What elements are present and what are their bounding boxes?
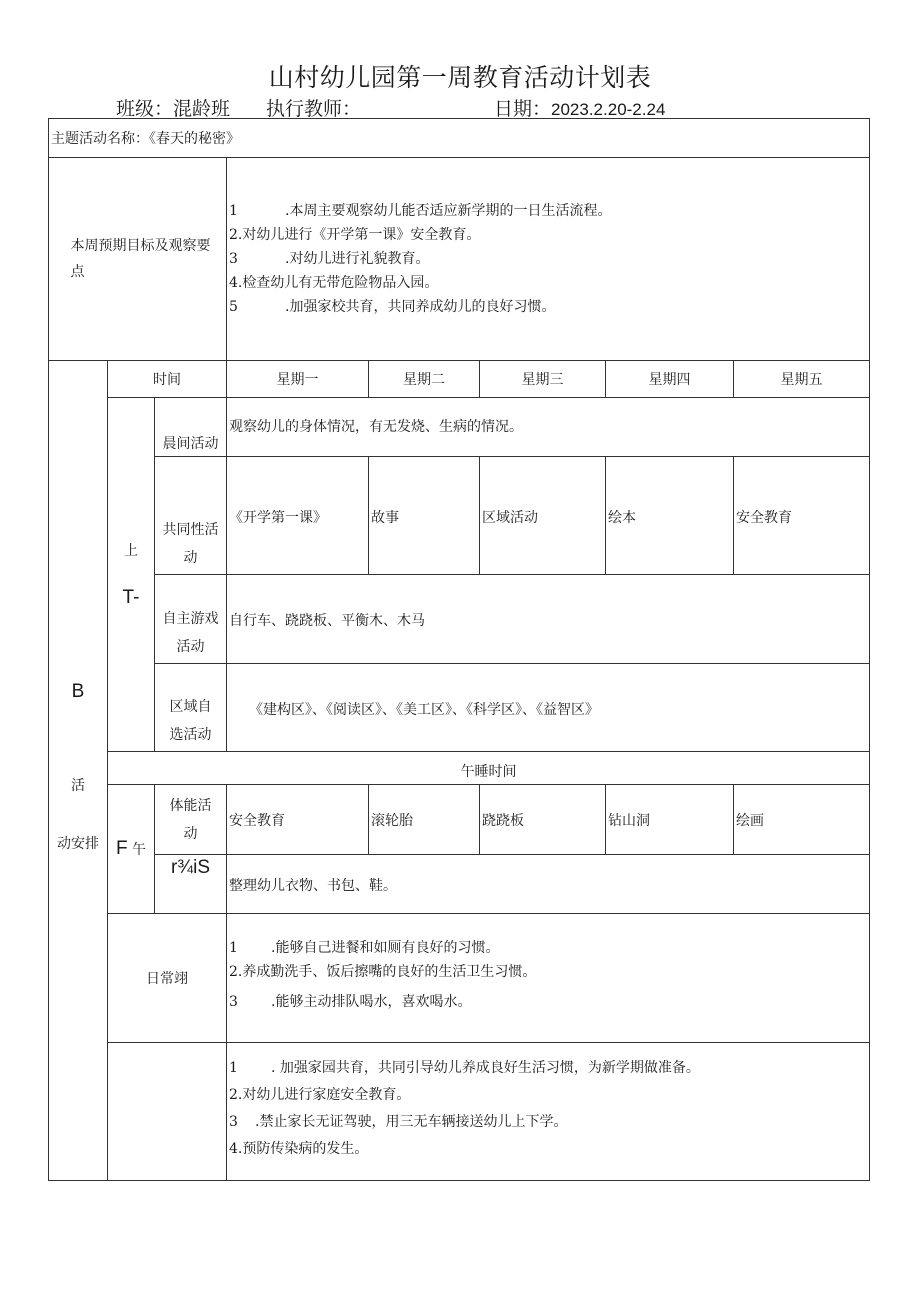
theme-row: 主题活动名称：《春天的秘密》: [49, 119, 870, 158]
day-header: 星期五: [734, 361, 870, 398]
tineng-cell: 绘画: [734, 785, 870, 855]
daily-item: 1 .能够自己进餐和如厕有良好的习惯。: [229, 940, 500, 956]
zizhu-label: 自主游戏 活动: [155, 575, 227, 664]
morning-label-top: 上: [124, 542, 138, 559]
tineng-cell: 钻山洞: [606, 785, 734, 855]
gongtong-cell: 区域活动: [480, 457, 606, 575]
tineng-cell: 滚轮胎: [369, 785, 480, 855]
family-item: 2.对幼儿进行家庭安全教育。: [229, 1087, 411, 1103]
day-header: 星期二: [369, 361, 480, 398]
date-label: 日期：: [494, 98, 552, 120]
afternoon-label-small: 午: [132, 842, 147, 858]
morning-label: [108, 398, 155, 752]
daily-list: [227, 914, 870, 1043]
goals-list: [227, 158, 870, 361]
goal-item: 5 .加强家校共育，共同养成幼儿的良好习惯。: [229, 299, 556, 315]
day-header: 星期一: [227, 361, 369, 398]
chenjian-content: 观察幼儿的身体情况，有无发烧、生病的情况。: [227, 398, 870, 457]
goals-label-cell: [49, 158, 227, 361]
afternoon-row-content: 整理幼儿衣物、书包、鞋。: [227, 855, 870, 914]
activity-arrangement-label: [49, 361, 108, 1181]
goal-item: 4.检查幼儿有无带危险物品入园。: [229, 275, 439, 291]
goal-item: 3 .对幼儿进行礼貌教育。: [229, 251, 430, 267]
family-item: 3 .禁止家长无证驾驶，用三无车辆接送幼儿上下学。: [229, 1114, 568, 1130]
day-header: 星期四: [606, 361, 734, 398]
sidebar-b: B: [71, 681, 85, 702]
page-title: 山村幼儿园第一周教育活动计划表: [268, 63, 652, 92]
nap-row: 午睡时间: [108, 752, 870, 785]
plan-table: [48, 118, 870, 1181]
afternoon-label: [108, 785, 155, 914]
afternoon-label-big: F: [115, 838, 128, 859]
gongtong-cell: 《开学第一课》: [227, 457, 369, 575]
family-item: 1 . 加强家园共育，共同引导幼儿养成良好生活习惯，为新学期做准备。: [229, 1060, 700, 1076]
daily-item: 2.养成勤洗手、饭后擦嘴的良好的生活卫生习惯。: [229, 964, 537, 980]
quyu-label: 区域自 选活动: [155, 664, 227, 752]
morning-label-bottom: T-: [122, 586, 140, 608]
tineng-cell: 安全教育: [227, 785, 369, 855]
sidebar-huo: 活: [71, 778, 85, 794]
goal-item: 1 .本周主要观察幼儿能否适应新学期的一日生活流程。: [229, 203, 612, 219]
tineng-cell: 跷跷板: [480, 785, 606, 855]
family-item: 4.预防传染病的发生。: [229, 1141, 369, 1157]
day-header: 星期三: [480, 361, 606, 398]
zizhu-content: 自行车、跷跷板、平衡木、木马: [227, 575, 870, 664]
afternoon-row-label: r¾iS: [155, 855, 227, 914]
gongtong-cell: 绘本: [606, 457, 734, 575]
daily-item: 3 .能够主动排队喝水，喜欢喝水。: [229, 994, 472, 1010]
family-list: [227, 1043, 870, 1181]
gongtong-cell: 安全教育: [734, 457, 870, 575]
goals-label: 本周预期目标及观察要点: [70, 238, 211, 280]
quyu-content: 《建构区》、《阅读区》、《美工区》、《科学区》、《益智区》: [227, 664, 870, 752]
goal-item: 2.对幼儿进行《开学第一课》安全教育。: [229, 227, 481, 243]
daily-label: 日常翊: [108, 914, 227, 1043]
family-label: [108, 1043, 227, 1181]
teacher-label: 执行教师：: [266, 98, 362, 120]
date-field: [494, 94, 665, 121]
tineng-label: 体能活 动: [155, 785, 227, 855]
chenjian-label: 晨间活动: [155, 398, 227, 457]
gongtong-cell: 故事: [369, 457, 480, 575]
time-header: 时间: [108, 361, 227, 398]
class-label: 班级：混龄班: [116, 98, 231, 120]
sidebar-dong-anpai: 动安排: [57, 836, 99, 852]
date-value: 2023.2.20-2.24: [551, 100, 666, 119]
gongtong-label: 共同性活 动: [155, 457, 227, 575]
